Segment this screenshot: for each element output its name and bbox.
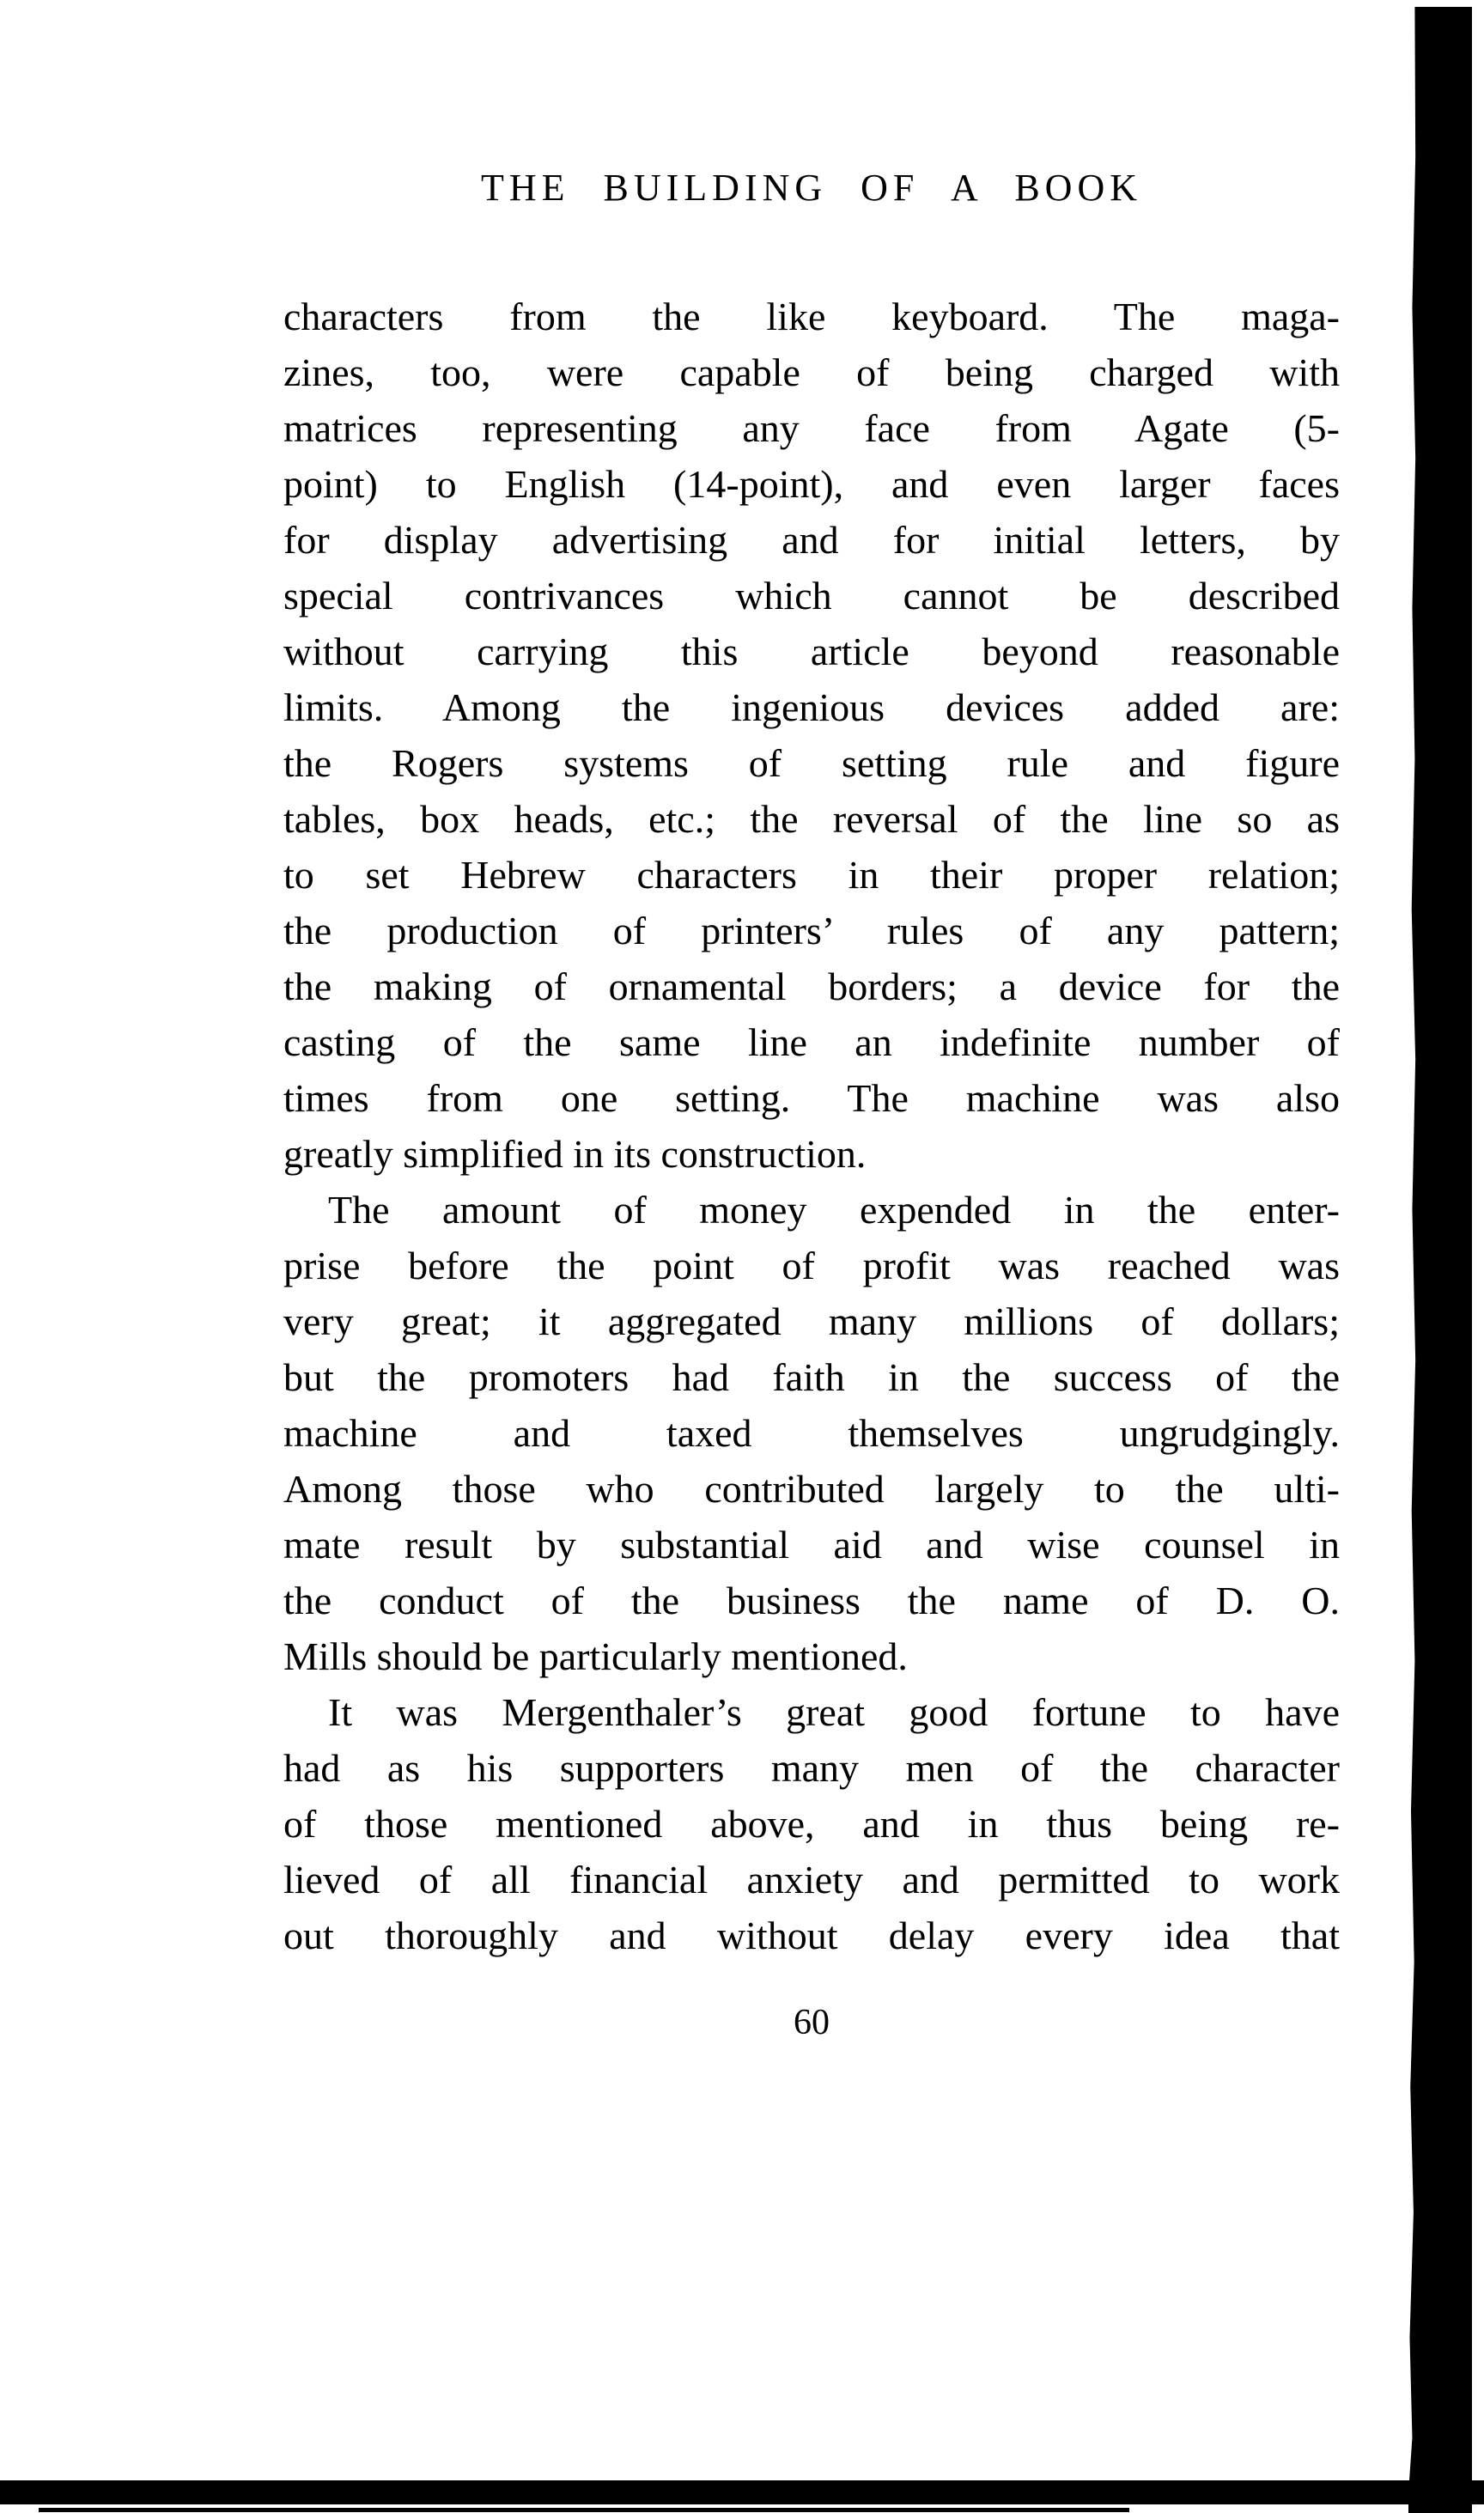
text-line: The amount of money expended in the enter- xyxy=(328,1188,1340,1232)
page-number: 60 xyxy=(794,2003,830,2042)
scan-edge-bottom-line xyxy=(39,2508,1129,2512)
text-line: greatly simplified in its construction. xyxy=(283,1132,867,1176)
text-line: point) to English (14-point), and even larger faces xyxy=(283,462,1340,506)
text-line: for display advertising and for initial letters, by xyxy=(283,518,1340,562)
text-line: limits. Among the ingenious devices added are: xyxy=(283,685,1340,729)
text-line: machine and taxed themselves ungrudgingly. xyxy=(283,1411,1340,1455)
text-line: characters from the like keyboard. The maga- xyxy=(283,295,1340,338)
text-line: It was Mergenthaler’s great good fortune to have xyxy=(328,1690,1340,1734)
text-line: of those mentioned above, and in thus being re- xyxy=(283,1802,1340,1846)
text-line: prise before the point of profit was reached was xyxy=(283,1244,1340,1287)
text-line: casting of the same line an indefinite number of xyxy=(283,1020,1340,1064)
text-line: special contrivances which cannot be described xyxy=(283,574,1340,618)
text-line: zines, too, were capable of being charged with xyxy=(283,350,1340,394)
text-line: very great; it aggregated many millions of dollars; xyxy=(283,1299,1340,1343)
text-line: matrices representing any face from Agate (5- xyxy=(283,406,1340,450)
text-line: the production of printers’ rules of any pattern; xyxy=(283,909,1340,952)
body-text xyxy=(283,289,1340,1963)
text-line: mate result by substantial aid and wise counsel in xyxy=(283,1523,1340,1567)
text-line: the making of ornamental borders; a device for the xyxy=(283,964,1340,1008)
text-line: times from one setting. The machine was also xyxy=(283,1076,1340,1120)
text-line: without carrying this article beyond reasonable xyxy=(283,630,1340,673)
text-line: to set Hebrew characters in their proper relation; xyxy=(283,853,1340,897)
text-line: but the promoters had faith in the success of the xyxy=(283,1355,1340,1399)
text-line: Among those who contributed largely to the ulti- xyxy=(283,1467,1340,1511)
text-line: the Rogers systems of setting rule and figure xyxy=(283,741,1340,785)
paragraph xyxy=(283,1182,1340,1684)
text-line: out thoroughly and without delay every idea that xyxy=(283,1914,1340,1957)
text-line: had as his supporters many men of the character xyxy=(283,1746,1340,1790)
scan-edge-right-band xyxy=(1408,7,1472,2513)
page-header-title: THE BUILDING OF A BOOK xyxy=(481,167,1142,209)
text-line: the conduct of the business the name of D. O. xyxy=(283,1579,1340,1622)
text-line: Mills should be particularly mentioned. xyxy=(283,1634,908,1678)
scan-edge-bottom-band xyxy=(0,2480,1484,2504)
text-line: tables, box heads, etc.; the reversal of the line so as xyxy=(283,797,1340,841)
text-line: lieved of all financial anxiety and permitted to work xyxy=(283,1858,1340,1901)
paragraph xyxy=(283,1684,1340,1963)
paragraph xyxy=(283,289,1340,1182)
